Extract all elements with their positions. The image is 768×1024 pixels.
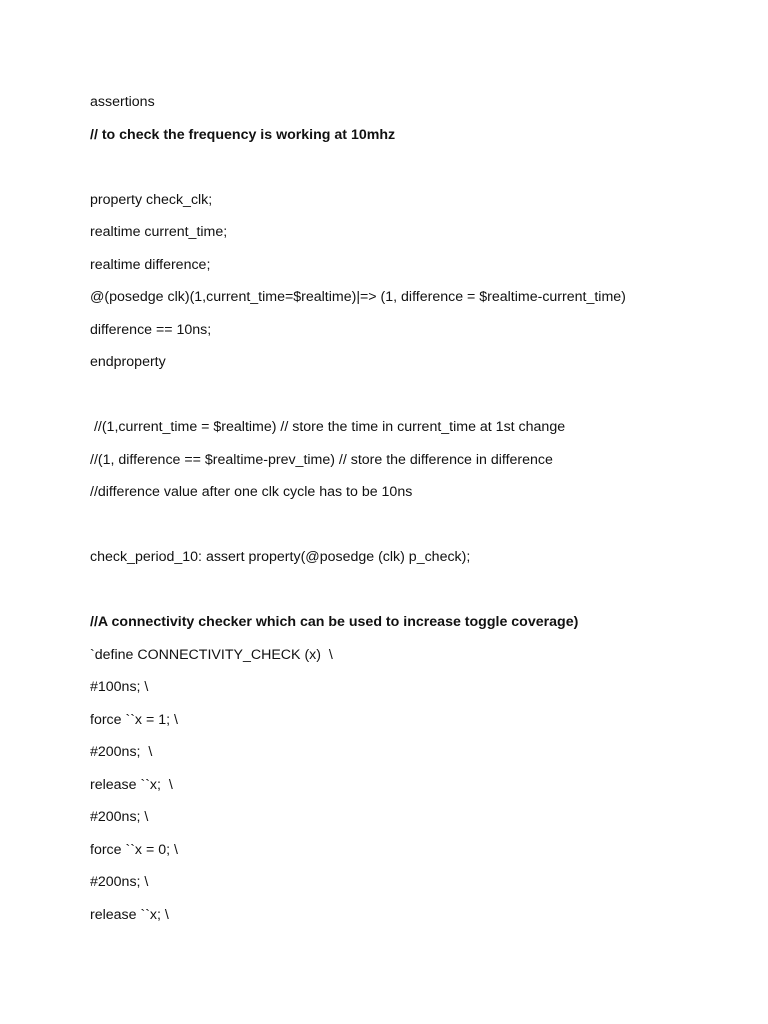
- code-line: #200ns; \: [90, 809, 149, 825]
- code-line: release ``x; \: [90, 776, 173, 793]
- blank-line: [90, 387, 730, 420]
- code-line: property check_clk;: [90, 191, 213, 208]
- comment-connectivity-checker: //A connectivity checker which can be used to increase toggle coverage): [90, 614, 579, 630]
- code-line: force ``x = 1; \: [90, 711, 178, 728]
- blank-line: [90, 159, 730, 192]
- code-comment-line: //(1, difference == $realtime-prev_time) // store the difference in difference: [90, 451, 553, 468]
- code-line: force ``x = 0; \: [90, 841, 178, 858]
- code-line: realtime difference;: [90, 256, 211, 273]
- code-line: #200ns; \: [90, 874, 149, 890]
- code-line: difference == 10ns;: [90, 321, 212, 338]
- code-line: realtime current_time;: [90, 224, 228, 240]
- code-line: release ``x; \: [90, 906, 169, 923]
- comment-frequency-check: // to check the frequency is working at 10mhz: [90, 126, 396, 143]
- code-line: #100ns; \: [90, 679, 149, 695]
- code-line: #200ns; \: [90, 744, 153, 760]
- code-line: check_period_10: assert property(@posedge (clk) p_check);: [90, 549, 471, 565]
- code-comment-line: //difference value after one clk cycle has to be 10ns: [90, 484, 413, 500]
- code-line: @(posedge clk)(1,current_time=$realtime)|=> (1, difference = $realtime-current_time): [90, 289, 626, 305]
- blank-line: [90, 517, 730, 550]
- document-body: [90, 94, 730, 939]
- blank-line: [90, 582, 730, 615]
- code-comment-line: //(1,current_time = $realtime) // store the time in current_time at 1st change: [90, 419, 566, 435]
- heading-assertions: assertions: [90, 94, 155, 110]
- code-line: endproperty: [90, 354, 166, 370]
- code-line: `define CONNECTIVITY_CHECK (x) \: [90, 646, 333, 663]
